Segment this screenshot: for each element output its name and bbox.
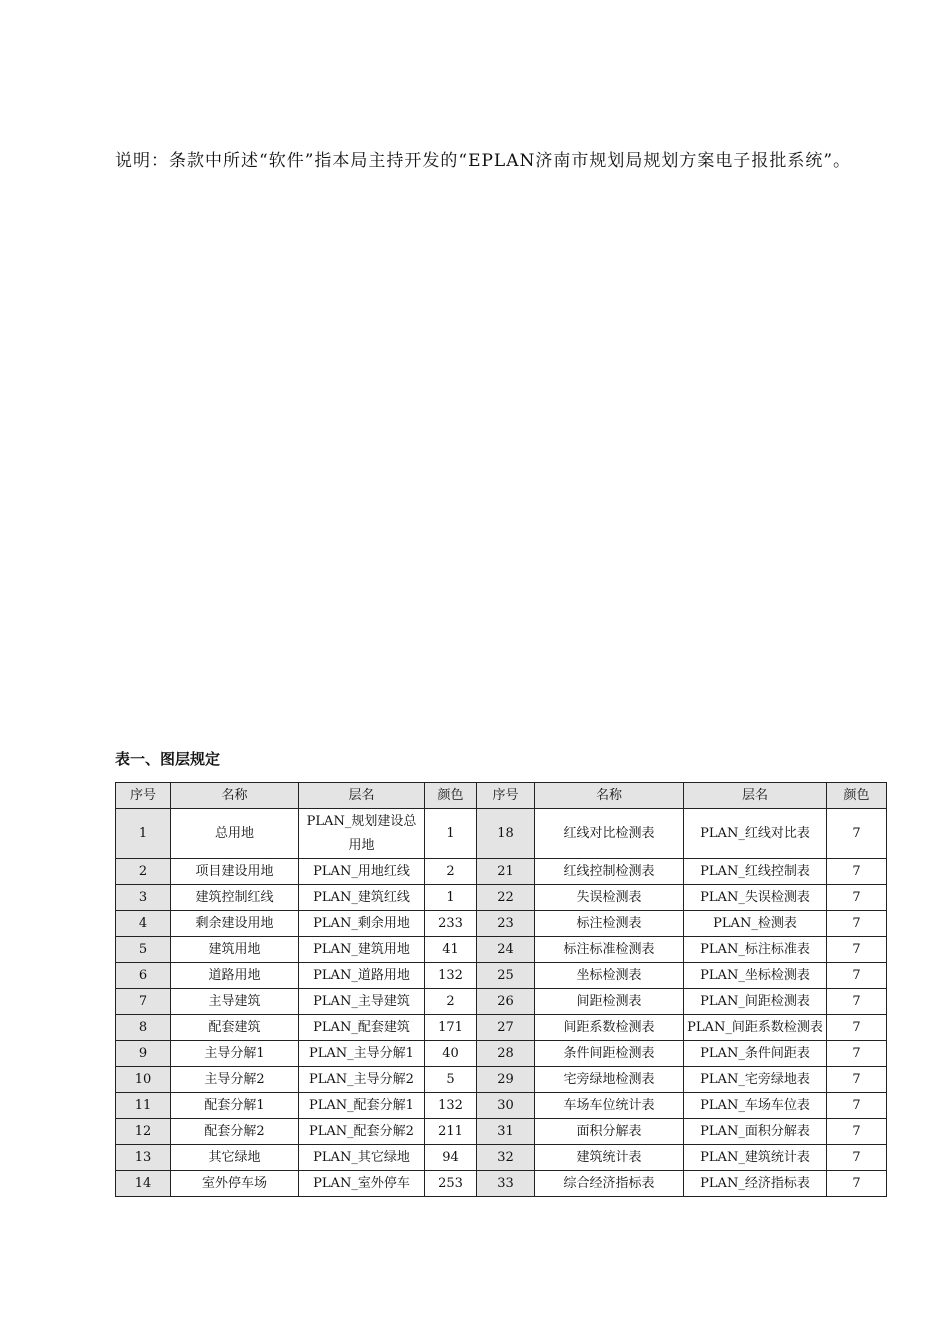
cell-layer-name-2: PLAN_坐标检测表: [684, 963, 827, 989]
cell-layer-name-2: PLAN_条件间距表: [684, 1041, 827, 1067]
cell-index-2: 25: [477, 963, 535, 989]
cell-color: 132: [425, 1093, 477, 1119]
cell-name-2: 红线控制检测表: [535, 859, 684, 885]
cell-name-2: 宅旁绿地检测表: [535, 1067, 684, 1093]
cell-name-2: 标注标准检测表: [535, 937, 684, 963]
cell-layer-name-2: PLAN_车场车位表: [684, 1093, 827, 1119]
cell-layer-name: PLAN_主导分解2: [299, 1067, 425, 1093]
cell-color: 233: [425, 911, 477, 937]
cell-layer-name: PLAN_道路用地: [299, 963, 425, 989]
cell-index-2: 27: [477, 1015, 535, 1041]
table-row: [116, 859, 887, 885]
cell-layer-name: PLAN_剩余用地: [299, 911, 425, 937]
cell-name: 其它绿地: [171, 1145, 299, 1171]
cell-index-2: 28: [477, 1041, 535, 1067]
table-title: 表一、图层规定: [115, 750, 221, 768]
cell-name: 建筑控制红线: [171, 885, 299, 911]
cell-layer-name-2: PLAN_失误检测表: [684, 885, 827, 911]
cell-index: 4: [116, 911, 171, 937]
cell-color-2: 7: [827, 809, 887, 859]
header-name: 名称: [171, 783, 299, 809]
cell-color-2: 7: [827, 937, 887, 963]
cell-layer-name: PLAN_建筑用地: [299, 937, 425, 963]
cell-index-2: 21: [477, 859, 535, 885]
cell-index-2: 31: [477, 1119, 535, 1145]
cell-layer-name: PLAN_规划建设总用地: [299, 809, 425, 859]
cell-layer-name-2: PLAN_经济指标表: [684, 1171, 827, 1197]
table-row: [116, 1145, 887, 1171]
cell-layer-name-2: PLAN_间距检测表: [684, 989, 827, 1015]
cell-name-2: 坐标检测表: [535, 963, 684, 989]
cell-name: 建筑用地: [171, 937, 299, 963]
cell-name: 主导建筑: [171, 989, 299, 1015]
layer-spec-table: [115, 782, 887, 1197]
cell-index: 10: [116, 1067, 171, 1093]
cell-color: 41: [425, 937, 477, 963]
cell-index: 9: [116, 1041, 171, 1067]
cell-color-2: 7: [827, 989, 887, 1015]
table-row: [116, 885, 887, 911]
cell-color-2: 7: [827, 1119, 887, 1145]
table-row: [116, 809, 887, 859]
table-row: [116, 1041, 887, 1067]
cell-index-2: 33: [477, 1171, 535, 1197]
cell-index-2: 23: [477, 911, 535, 937]
cell-color-2: 7: [827, 1067, 887, 1093]
header-layer-name-2: 层名: [684, 783, 827, 809]
cell-color-2: 7: [827, 911, 887, 937]
cell-color: 40: [425, 1041, 477, 1067]
table-row: [116, 1119, 887, 1145]
cell-index-2: 18: [477, 809, 535, 859]
cell-name-2: 条件间距检测表: [535, 1041, 684, 1067]
cell-layer-name-2: PLAN_面积分解表: [684, 1119, 827, 1145]
header-index: 序号: [116, 783, 171, 809]
cell-name: 配套建筑: [171, 1015, 299, 1041]
cell-color: 94: [425, 1145, 477, 1171]
cell-index: 2: [116, 859, 171, 885]
cell-index-2: 26: [477, 989, 535, 1015]
table-row: [116, 1015, 887, 1041]
cell-index: 12: [116, 1119, 171, 1145]
cell-layer-name-2: PLAN_红线对比表: [684, 809, 827, 859]
cell-name-2: 间距系数检测表: [535, 1015, 684, 1041]
cell-index: 1: [116, 809, 171, 859]
cell-index-2: 24: [477, 937, 535, 963]
cell-layer-name: PLAN_配套分解2: [299, 1119, 425, 1145]
cell-index: 8: [116, 1015, 171, 1041]
cell-name: 道路用地: [171, 963, 299, 989]
table-row: [116, 911, 887, 937]
cell-layer-name: PLAN_用地红线: [299, 859, 425, 885]
cell-name-2: 综合经济指标表: [535, 1171, 684, 1197]
cell-layer-name-2: PLAN_间距系数检测表: [684, 1015, 827, 1041]
cell-color-2: 7: [827, 1041, 887, 1067]
cell-name: 主导分解2: [171, 1067, 299, 1093]
cell-layer-name-2: PLAN_宅旁绿地表: [684, 1067, 827, 1093]
cell-layer-name: PLAN_主导分解1: [299, 1041, 425, 1067]
cell-layer-name-2: PLAN_红线控制表: [684, 859, 827, 885]
explanatory-note: 说明：条款中所述“软件”指本局主持开发的“EPLAN济南市规划局规划方案电子报批系统”。: [115, 151, 852, 171]
cell-color-2: 7: [827, 1171, 887, 1197]
cell-color: 5: [425, 1067, 477, 1093]
cell-color: 2: [425, 989, 477, 1015]
cell-layer-name: PLAN_其它绿地: [299, 1145, 425, 1171]
cell-name: 室外停车场: [171, 1171, 299, 1197]
table-body: [116, 809, 887, 1197]
cell-color: 253: [425, 1171, 477, 1197]
cell-name: 剩余建设用地: [171, 911, 299, 937]
cell-color: 211: [425, 1119, 477, 1145]
cell-layer-name-2: PLAN_标注标准表: [684, 937, 827, 963]
cell-name-2: 红线对比检测表: [535, 809, 684, 859]
cell-color-2: 7: [827, 1145, 887, 1171]
cell-layer-name: PLAN_室外停车: [299, 1171, 425, 1197]
table-row: [116, 1171, 887, 1197]
header-layer-name: 层名: [299, 783, 425, 809]
cell-index-2: 32: [477, 1145, 535, 1171]
cell-color-2: 7: [827, 859, 887, 885]
cell-index: 14: [116, 1171, 171, 1197]
cell-color-2: 7: [827, 963, 887, 989]
cell-color: 171: [425, 1015, 477, 1041]
table-row: [116, 989, 887, 1015]
cell-color: 2: [425, 859, 477, 885]
cell-index: 5: [116, 937, 171, 963]
cell-name-2: 面积分解表: [535, 1119, 684, 1145]
cell-index: 6: [116, 963, 171, 989]
cell-name: 项目建设用地: [171, 859, 299, 885]
cell-layer-name-2: PLAN_建筑统计表: [684, 1145, 827, 1171]
header-index-2: 序号: [477, 783, 535, 809]
cell-index: 11: [116, 1093, 171, 1119]
cell-name-2: 标注检测表: [535, 911, 684, 937]
cell-color-2: 7: [827, 1015, 887, 1041]
cell-color: 132: [425, 963, 477, 989]
cell-index: 7: [116, 989, 171, 1015]
header-color: 颜色: [425, 783, 477, 809]
cell-name-2: 建筑统计表: [535, 1145, 684, 1171]
cell-name: 总用地: [171, 809, 299, 859]
cell-color-2: 7: [827, 885, 887, 911]
cell-layer-name: PLAN_配套建筑: [299, 1015, 425, 1041]
cell-color: 1: [425, 809, 477, 859]
cell-name-2: 失误检测表: [535, 885, 684, 911]
cell-layer-name: PLAN_主导建筑: [299, 989, 425, 1015]
cell-name-2: 间距检测表: [535, 989, 684, 1015]
cell-index-2: 29: [477, 1067, 535, 1093]
cell-color-2: 7: [827, 1093, 887, 1119]
cell-index: 3: [116, 885, 171, 911]
cell-name: 配套分解2: [171, 1119, 299, 1145]
cell-layer-name: PLAN_建筑红线: [299, 885, 425, 911]
cell-index: 13: [116, 1145, 171, 1171]
cell-layer-name-2: PLAN_检测表: [684, 911, 827, 937]
header-color-2: 颜色: [827, 783, 887, 809]
cell-index-2: 30: [477, 1093, 535, 1119]
cell-name-2: 车场车位统计表: [535, 1093, 684, 1119]
cell-color: 1: [425, 885, 477, 911]
table-row: [116, 937, 887, 963]
table-row: [116, 963, 887, 989]
cell-layer-name: PLAN_配套分解1: [299, 1093, 425, 1119]
cell-name: 主导分解1: [171, 1041, 299, 1067]
cell-name: 配套分解1: [171, 1093, 299, 1119]
cell-index-2: 22: [477, 885, 535, 911]
header-name-2: 名称: [535, 783, 684, 809]
table-row: [116, 1067, 887, 1093]
table-row: [116, 1093, 887, 1119]
table-header-row: [116, 783, 887, 809]
